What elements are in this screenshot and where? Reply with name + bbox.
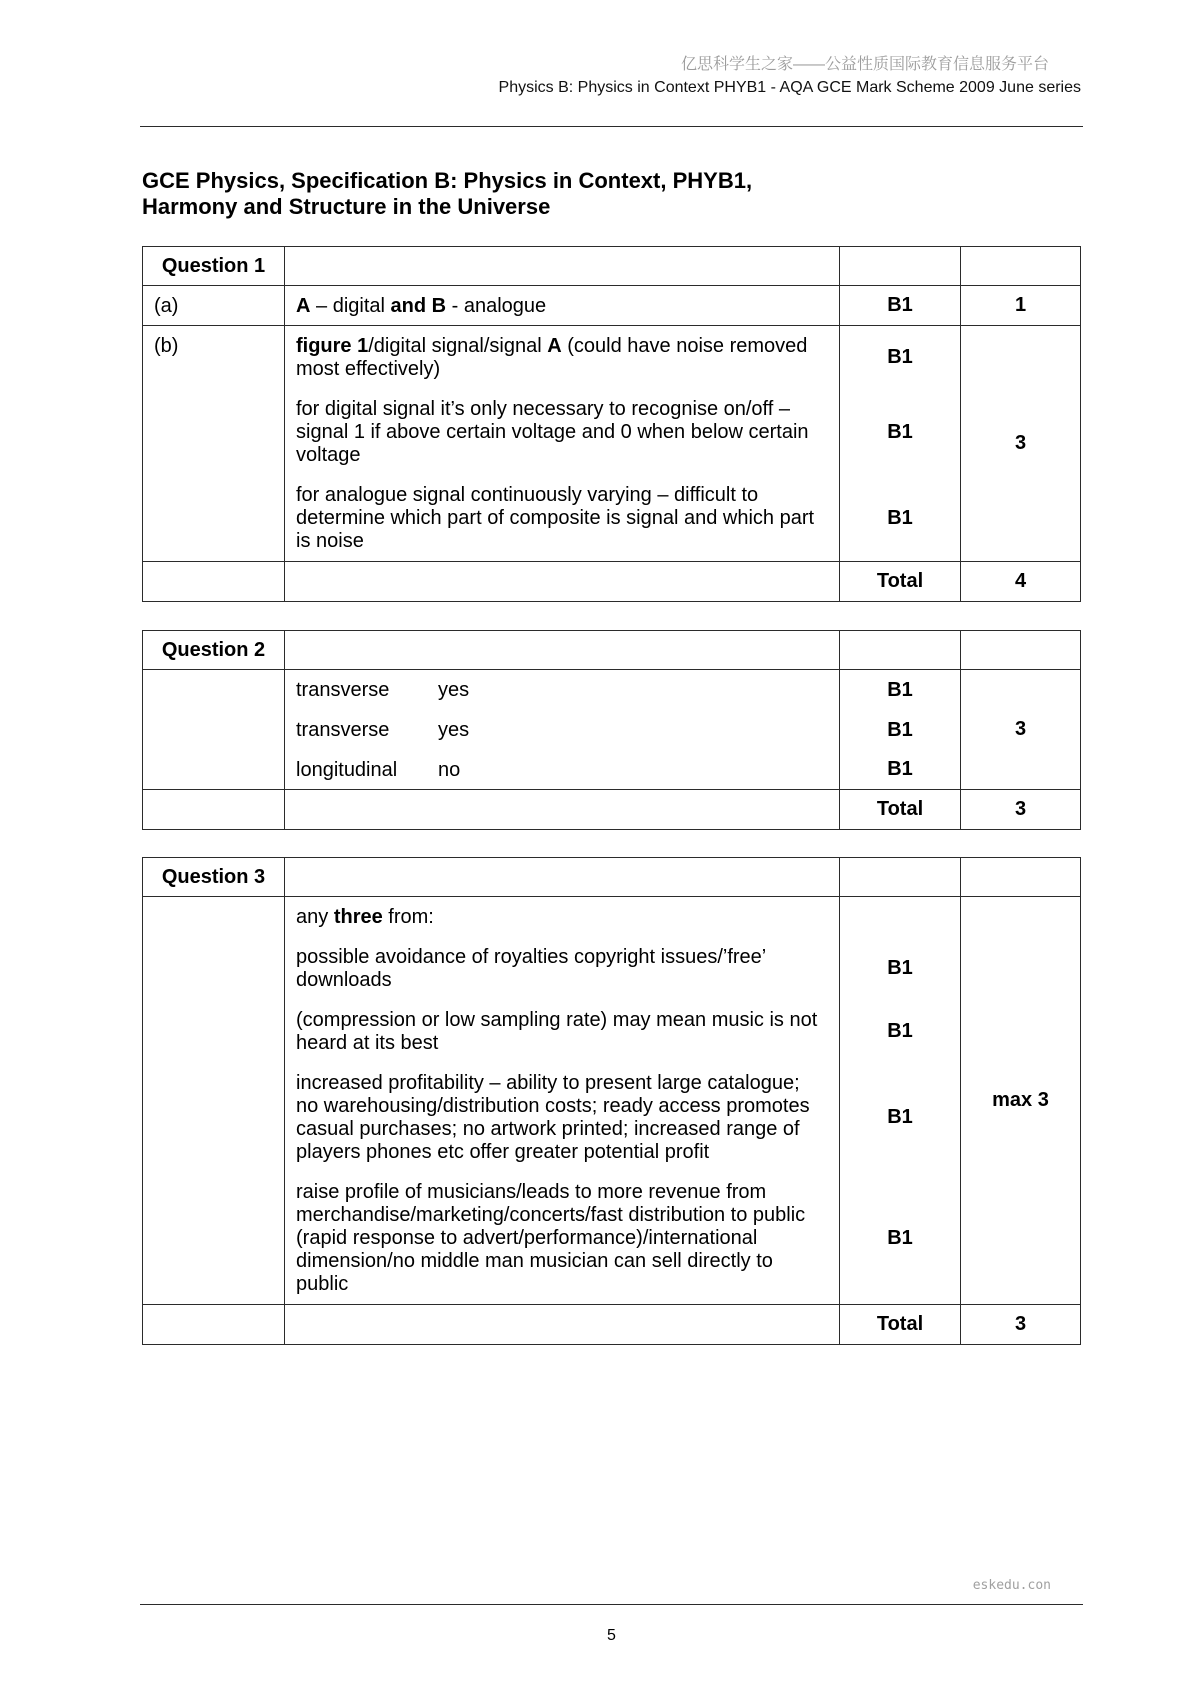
- answer-row-3: [285, 750, 840, 790]
- answer-item: transverse: [296, 678, 390, 701]
- answer-point-2: (compression or low sampling rate) may mean music is not heard at its best: [285, 1000, 840, 1063]
- answer-point-1-mark: B1: [840, 937, 961, 1000]
- empty-cell: [285, 790, 840, 830]
- answer-segment: - analogue: [446, 294, 547, 317]
- intro-segment: any: [296, 905, 334, 928]
- total-value: 3: [961, 1305, 1081, 1345]
- empty-cell: [285, 631, 840, 670]
- question-2-table: [142, 630, 1081, 830]
- answer-row-3-mark: B1: [840, 750, 961, 790]
- total-label: Total: [840, 790, 961, 830]
- site-name: 亿思科学生之家——公益性质国际教育信息服务平台: [680, 56, 1049, 73]
- empty-cell: [285, 858, 840, 897]
- total-value: 4: [961, 562, 1081, 602]
- answer-item: longitudinal: [296, 758, 398, 781]
- answer-segment: A: [547, 334, 562, 357]
- watermark: eskedu.con: [972, 1578, 1051, 1593]
- answer-point-4: raise profile of musicians/leads to more revenue from merchandise/marketing/concerts/fast distribution to public (rapid response to advert/performance)/international dimension/no middle man musician can sell directly to public: [285, 1172, 840, 1305]
- part-b-point-3-mark: B1: [840, 475, 961, 562]
- answer-point-1: possible avoidance of royalties copyright issues/’free’ downloads: [285, 937, 840, 1000]
- answer-value: yes: [438, 718, 470, 741]
- question-3-marks: max 3: [961, 897, 1081, 1305]
- empty-cell: [840, 247, 961, 286]
- title-line-2: Harmony and Structure in the Universe: [142, 194, 551, 219]
- answer-point-3: increased profitability – ability to present large catalogue; no warehousing/distribution costs; ready access promotes casual purchases; no artwork printed; increased range of players phones etc offer greater potential profit: [285, 1063, 840, 1172]
- empty-cell: [961, 247, 1081, 286]
- question-1-table: [142, 246, 1081, 602]
- empty-cell: [840, 631, 961, 670]
- part-a-label: (a): [143, 286, 285, 326]
- empty-cell: [143, 670, 285, 790]
- part-b-point-3: for analogue signal continuously varying – difficult to determine which part of composite is signal and which part is noise: [285, 475, 840, 562]
- footer-rule: [140, 1604, 1083, 1605]
- question-3-heading: Question 3: [143, 858, 285, 897]
- empty-cell: [285, 1305, 840, 1345]
- answer-item: transverse: [296, 718, 390, 741]
- empty-cell: [961, 631, 1081, 670]
- page-number: 5: [607, 1627, 616, 1644]
- answer-segment: A: [296, 294, 311, 317]
- answer-segment: (could have noise removed most effectively): [296, 334, 808, 380]
- answer-value: yes: [438, 678, 470, 701]
- answer-segment: – digital: [310, 294, 391, 317]
- empty-cell: [961, 858, 1081, 897]
- answer-value: no: [438, 758, 461, 781]
- empty-cell: [143, 790, 285, 830]
- answer-point-4-mark: B1: [840, 1172, 961, 1305]
- answer-row-1: [285, 670, 840, 710]
- total-label: Total: [840, 562, 961, 602]
- answer-segment: and B: [390, 294, 447, 317]
- answer-segment: figure 1: [296, 334, 369, 357]
- empty-cell: [143, 562, 285, 602]
- empty-cell: [143, 1305, 285, 1345]
- page-title: [142, 168, 752, 220]
- empty-cell: [285, 247, 840, 286]
- answer-point-2-mark: B1: [840, 1000, 961, 1063]
- empty-cell: [143, 897, 285, 1305]
- answer-segment: /digital signal/signal: [368, 334, 548, 357]
- part-a-marks: 1: [961, 286, 1081, 326]
- question-2-marks: 3: [961, 670, 1081, 790]
- total-label: Total: [840, 1305, 961, 1345]
- empty-cell: [840, 897, 961, 937]
- part-b-label: (b): [143, 326, 285, 562]
- part-b-marks: 3: [961, 326, 1081, 562]
- total-value: 3: [961, 790, 1081, 830]
- answer-row-2: [285, 710, 840, 750]
- header-rule: [140, 126, 1083, 127]
- question-1-heading: Question 1: [143, 247, 285, 286]
- part-b-point-1-mark: B1: [840, 326, 961, 389]
- part-a-answer: [285, 286, 840, 326]
- part-a-mark: B1: [840, 286, 961, 326]
- answer-row-1-mark: B1: [840, 670, 961, 710]
- title-line-1: GCE Physics, Specification B: Physics in Context, PHYB1,: [142, 168, 753, 193]
- empty-cell: [840, 858, 961, 897]
- intro-segment: from:: [382, 905, 434, 928]
- part-b-point-2: for digital signal it’s only necessary to recognise on/off – signal 1 if above certain voltage and 0 when below certain voltage: [285, 389, 840, 475]
- empty-cell: [285, 562, 840, 602]
- answer-row-2-mark: B1: [840, 710, 961, 750]
- intro-segment: three: [333, 905, 383, 928]
- part-b-point-2-mark: B1: [840, 389, 961, 475]
- part-b-point-1: [285, 326, 840, 389]
- answer-point-3-mark: B1: [840, 1063, 961, 1172]
- answer-intro: [285, 897, 840, 937]
- document-title: Physics B: Physics in Context PHYB1 - AQA GCE Mark Scheme 2009 June series: [498, 79, 1081, 96]
- question-3-table: [142, 857, 1081, 1345]
- question-2-heading: Question 2: [143, 631, 285, 670]
